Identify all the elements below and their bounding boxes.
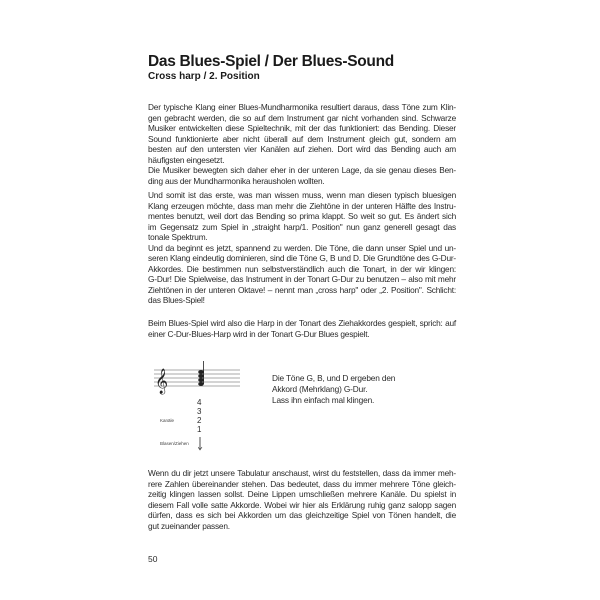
text-line: seren Klang eindeutig dominieren, sind die Töne G, B und D. Die Grundtöne des G-Dur- — [148, 253, 456, 263]
channel-number: 2 — [197, 416, 202, 425]
text-line: ding aus der Mundharmonika herausholen wollten. — [148, 175, 325, 186]
text-line: Wenn du dir jetzt unsere Tabulatur anschaust, wirst du feststellen, dass da immer meh- — [148, 468, 456, 478]
text-line: im Gegensatz zum Spiel in „straight harp/1. Position" nun ganz generell gesagt das — [148, 221, 456, 232]
channel-number: 1 — [197, 425, 202, 434]
text-line: Und da beginnt es jetzt, spannend zu werden. Die Töne, die dann unser Spiel und un- — [148, 242, 456, 253]
text-line: gut zueinander passen. — [148, 520, 230, 531]
text-line: besten auf den untersten vier Kanälen auf ziehen. Dort wird das Bending auch am — [148, 144, 456, 154]
text-line: Klang erzeugen möchte, dass man mehr die Ziehtöne in der unteren Hälfte des Instru- — [148, 200, 456, 211]
text-line: rere Zahlen übereinander stehen. Das bedeutet, dass du immer mehrere Töne gleich- — [148, 478, 456, 489]
text-line: gen gebracht werden, die so auf dem Instrument gar nicht vorhanden sind. Schwarze — [148, 112, 456, 123]
text-line: mentes benutzt, weil dort das Bending so prima klappt. So weit so gut. Es ändert sich — [148, 211, 456, 221]
text-line: Die Musiker bewegten sich daher eher in der unteren Lage, da sie genau dieses Ben- — [148, 165, 456, 175]
channel-number: 4 — [197, 398, 202, 407]
text-line: Akkordes. Die bestimmen nun selbstverständlich auch die Tonart, in der wir klingen: — [148, 263, 456, 274]
channels-label: Kanäle — [160, 418, 175, 423]
text-line: häufigsten eingesetzt. — [148, 154, 225, 165]
figure-caption-line: Lass ihn einfach mal klingen. — [272, 395, 375, 405]
text-line: Und somit ist das erste, was man wissen muss, wenn man diesen typisch bluesigen — [148, 190, 456, 200]
text-line: G-Dur! Die Spielweise, das Instrument in der Tonart G-Dur zu benutzen – also mit mehr — [148, 274, 456, 284]
text-line: Ziehtönen in der unteren Oktave! – nennt man „cross harp" oder „2. Position". Schlicht: — [148, 284, 456, 295]
text-line: einer C-Dur-Blues-Harp wird in der Tonart G-Dur Blues gespielt. — [148, 328, 370, 339]
page-subtitle: Cross harp / 2. Position — [148, 71, 260, 82]
staff-with-chord — [150, 360, 250, 398]
figure-caption-line: Akkord (Mehrklang) G-Dur. — [272, 384, 368, 394]
text-line: das Blues-Spiel! — [148, 295, 205, 305]
page-title: Das Blues-Spiel / Der Blues-Sound — [148, 53, 394, 70]
blow-draw-label: Blasen/Ziehen — [160, 441, 189, 446]
text-line: Beim Blues-Spiel wird also die Harp in der Tonart des Ziehakkordes gespielt, sprich: auf — [148, 318, 456, 328]
page-number: 50 — [148, 554, 158, 564]
text-line: diesem Fall volle satte Akkorde. Wobei wir hier als Erklärung ruhig ganz salopp sagen — [148, 499, 456, 510]
draw-arrow-icon — [198, 437, 204, 451]
text-line: dürfen, dass es sich bei Akkorden um das gleichzeitige Spiel von Tönen handelt, die — [148, 510, 456, 520]
figure-caption-line: Die Töne G, B, und D ergeben den — [272, 373, 396, 383]
text-line: Der typische Klang einer Blues-Mundharmonika resultiert daraus, dass Töne zum Klin- — [148, 102, 456, 112]
text-line: Sound funktionierte aber nicht überall auf dem Instrument gleich gut, sondern am — [148, 133, 456, 144]
text-line: tonale Spektrum. — [148, 232, 208, 242]
text-line: Musiker entwickelten diese Spieltechnik, mit der das funktioniert: das Bending. Dieser — [148, 123, 456, 133]
text-line: zeitig klingen lassen sollst. Deine Lippen umschließen mehrere Kanäle. Du spielst in — [148, 489, 456, 499]
treble-clef-icon: 𝄞 — [155, 369, 169, 394]
channel-number: 3 — [197, 407, 202, 416]
